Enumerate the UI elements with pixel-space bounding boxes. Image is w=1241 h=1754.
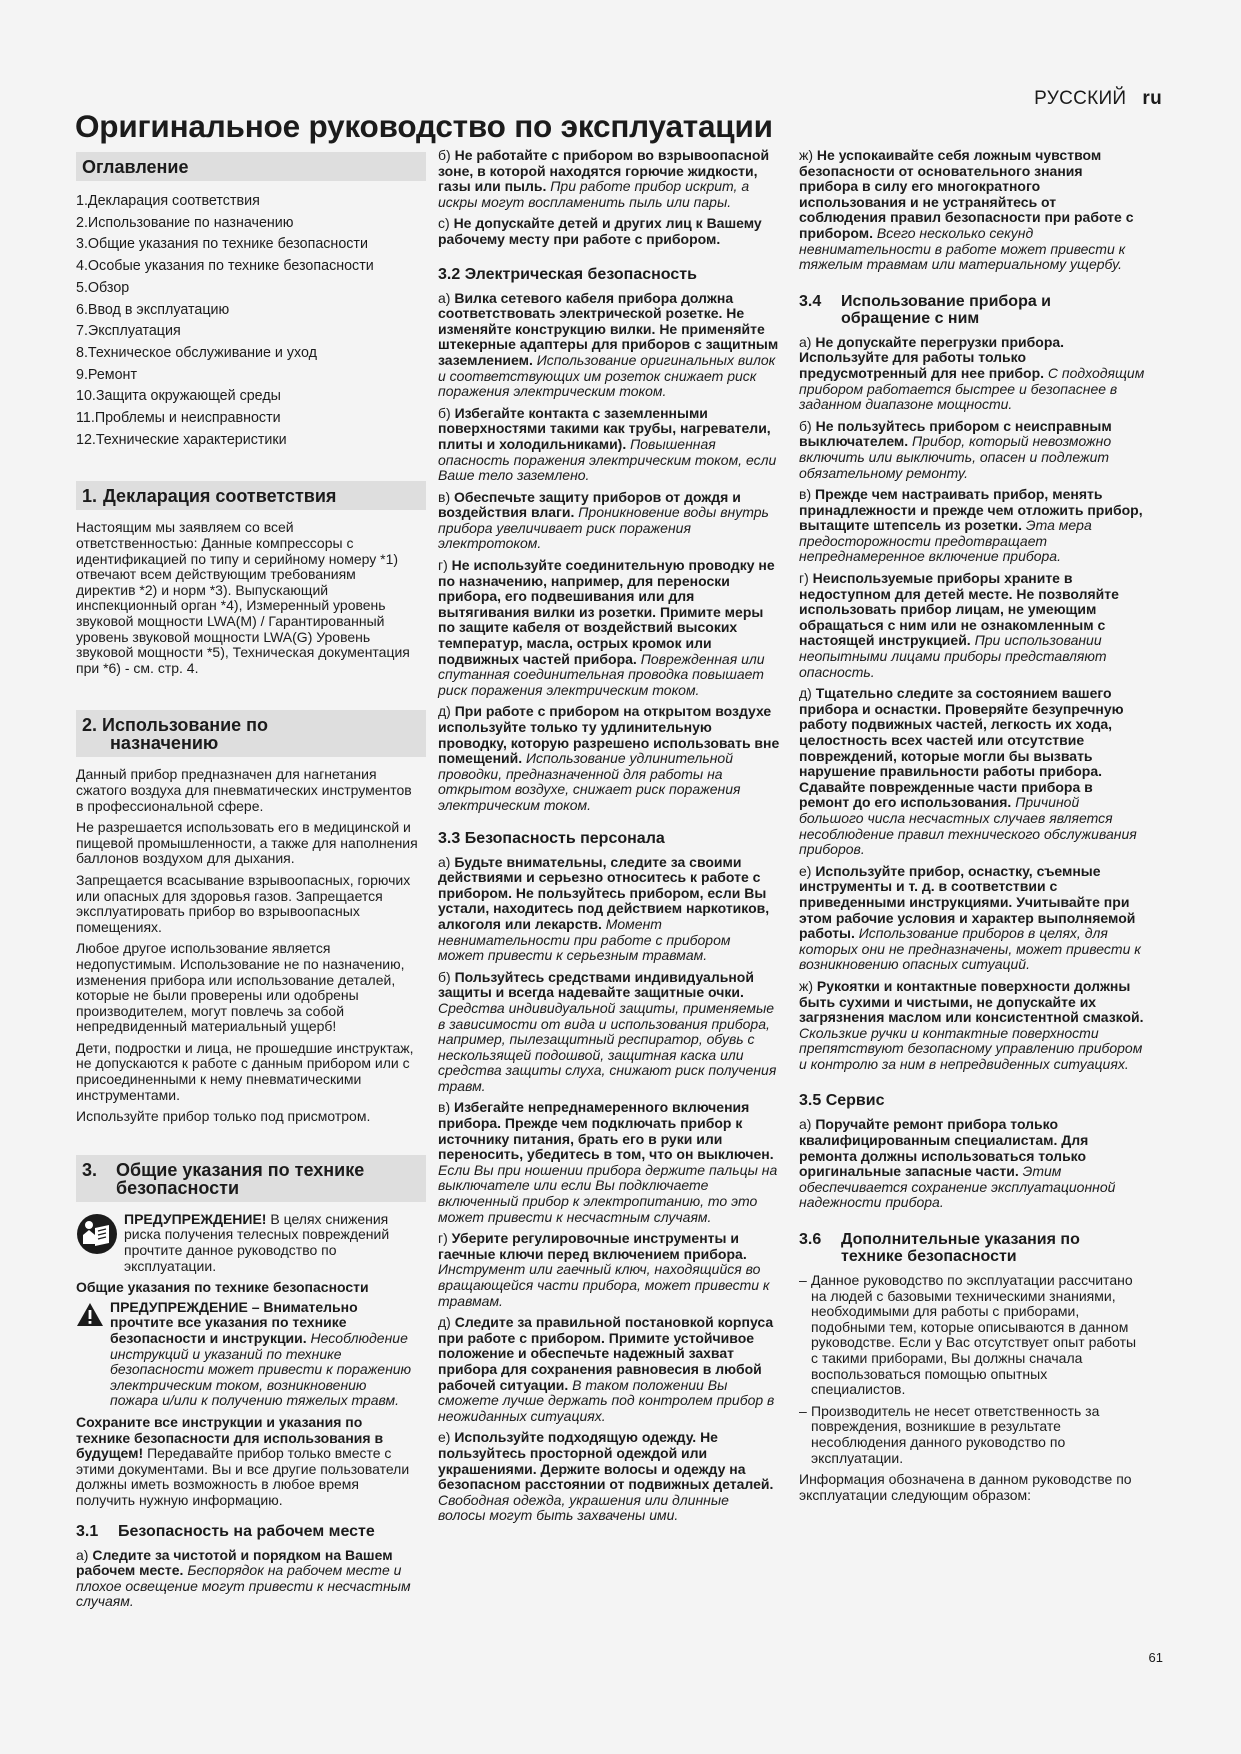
info-text: Информация обозначена в данном руководстве по эксплуатации следующим образом: [799,1471,1132,1503]
toc-item[interactable]: 2.Использование по назначению [76,214,294,231]
item-3-3-c: в) Избегайте непреднамеренного включения прибора. Прежде чем подключать прибор к источнику питания, брать его в руки или переносить, убедитесь в том, что он выключен. Если Вы при ношении прибора держите пальцы на выключателе или если Вы подключаете включенный прибор к электропитанию, то это может привести к несчастным случаям. [438,1099,778,1225]
item-3-2-d: г) Не используйте соединительную проводку не по назначению, например, для переноски прибора, его подвешивания или для вытягивания вилки из розетки. Примите меры по защите кабеля от воздействий высоких температур, масла, острых кромок или подвижных частей прибора. Поврежденная или спутанная соединительная проводка повышает риск поражения электрическим током. [438,557,775,698]
item-3-1-a: а) Следите за чистотой и порядком на Вашем рабочем месте. Беспорядок на рабочем месте и плохое освещение могут привести к несчастным случаям. [76,1546,411,1610]
item-3-4-c: в) Прежде чем настраивать прибор, менять принадлежности и прежде чем отложить прибор, вытащите штепсель из розетки. Эта мера предосторожности предотвращает непреднамеренное включение прибора. [799,486,1143,565]
general-safety-subheading: Общие указания по технике безопасности [76,1279,369,1296]
item-3-2-c: в) Обеспечьте защиту приборов от дождя и воздействия влаги. Проникновение воды внутрь прибора увеличивает риск поражения электротоком. [438,488,769,552]
section-3-3-heading: 3.3 Безопасность персонала [438,829,665,847]
item-3-3-g: ж) Не успокаивайте себя ложным чувством безопасности от основательного знания прибора в силу его многократного использования и не устраняйтесь от соблюдения правил безопасности при работе с прибором. Всего несколько секунд невнимательности в работе может привести к тяжелым травмам или материальному ущербу. [799,147,1134,273]
page-title: Оригинальное руководство по эксплуатации [75,108,773,144]
page-number: 61 [1148,1650,1163,1665]
item-3-4-f: е) Используйте прибор, оснастку, съемные инструменты и т. д. в соответствии с приведенными инструкциями. Учитывайте при этом рабочие условия и характер выполняемой работы. Использование приборов в целях, для которых они не предназначены, может привести к возникновению опасных ситуаций. [799,862,1141,973]
toc-item[interactable]: 9.Ремонт [76,366,138,383]
item-3-2-e: д) При работе с прибором на открытом воздухе используйте только ту удлинительную проводку, которую разрешено использовать вне помещений. Использование удлинительной проводки, предназначенной для работы на открытом воздухе, снижает риск поражения электрическим током. [438,703,780,813]
section-3-6-heading: 3.6 Дополнительные указания по технике безопасности [799,1231,1080,1266]
section-1-text: Настоящим мы заявляем со всей ответственностью: Данные компрессоры с идентификацией по типу и серийному номеру *1) отвечают всем действующим требованиям директив *2) и норм *3). Выпускающий инспекционный орган *4), Измеренный уровень звуковой мощности LWA(M) / Гарантированный уровень звуковой мощности LWA(G) Уровень звуковой мощности *5), Техническая документация при *6) - см. стр. 4. [76,519,410,676]
section-2-p1: Данный прибор предназначен для нагнетания сжатого воздуха для пневматических инструментов в профессиональной сфере. [76,766,412,814]
toc-item[interactable]: 1.Декларация соответствия [76,193,260,209]
item-3-1-c: с) Не допускайте детей и других лиц к Вашему рабочему месту при работе с прибором. [438,215,762,247]
toc-item[interactable]: 6.Ввод в эксплуатацию [76,301,230,318]
language-label: РУССКИЙ ru [1034,88,1162,109]
item-3-4-b: б) Не пользуйтесь прибором с неисправным выключателем. Прибор, который невозможно включить или выключить, опасен и подлежит обязательному ремонту. [799,417,1112,481]
warning-triangle-icon [76,1302,104,1331]
read-manual-icon [76,1213,118,1259]
item-3-2-b: б) Избегайте контакта с заземленными поверхностями такими как трубы, нагреватели, плиты и холодильниками). Повышенная опасность поражения электрическим током, если Ваше тело заземлено. [438,404,777,484]
toc-heading: Оглавление [76,152,426,181]
language-code: ru [1142,88,1162,109]
section-3-2-heading: 3.2 Электрическая безопасность [438,265,697,283]
column-2 [438,148,780,1530]
toc-item[interactable]: 10.Защита окружающей среды [76,388,281,405]
toc-list [76,191,418,451]
section-2-p2: Не разрешается использовать его в медицинской и пищевой промышленности, а также для наполнения баллонов воздухом для дыхания. [76,819,418,867]
toc-item[interactable]: 4.Особые указания по технике безопасности [76,258,374,275]
section-2-p4: Любое другое использование является недопустимым. Использование не по назначению, изменения прибора или использование деталей, которые не были проверены или одобрены производителем, могут повлечь за собой непредвиденный материальный ущерб! [76,940,405,1035]
toc-item[interactable]: 11.Проблемы и неисправности [76,410,281,427]
item-3-3-e: д) Следите за правильной постановкой корпуса при работе с прибором. Примите устойчивое положение и обеспечьте надежный захват прибора для сохранения равновесия в любой рабочей ситуации. В таком положении Вы сможете лучше держать под контролем прибор в неожиданных ситуациях. [438,1314,775,1424]
general-safety-warning: ПРЕДУПРЕЖДЕНИЕ – Внимательно прочтите все указания по технике безопасности и инструкции. Несоблюдение инструкций и указаний по технике безопасности может привести к поражению электрическим током, возникновению пожара и/или к получению тяжелых травм. [76,1300,418,1409]
toc-item[interactable]: 5.Обзор [76,279,130,296]
toc-item[interactable]: 8.Техническое обслуживание и уход [76,344,317,361]
item-3-4-d: г) Неиспользуемые приборы храните в недоступном для детей месте. Не позволяйте использовать прибор лицам, не умеющим обращаться с ним или не ознакомленным с настоящей инструкцией. При использовании неопытными лицами приборы представляют опасность. [799,570,1119,680]
item-3-3-b: б) Пользуйтесь средствами индивидуальной защиты и всегда надевайте защитные очки. Средства индивидуальной защиты, применяемые в зависимости от вида и использования прибора, например, пылезащитный респиратор, обувь с нескользящей подошвой, защитная каска или средства защиты слуха, снижают риск получения травм. [438,968,777,1094]
item-3-3-d: г) Уберите регулировочные инструменты и гаечные ключи перед включением прибора. Инструмент или гаечный ключ, находящийся во вращающейся части прибора, может привести к травмам. [438,1230,770,1309]
item-3-4-g: ж) Рукоятки и контактные поверхности должны быть сухими и чистыми, не допускайте их загрязнения маслом или консистентной смазкой. Скользкие ручки и контактные поверхности препятствуют безопасному управлению прибором и контролю за ним в непредвиденных ситуациях. [799,977,1144,1072]
read-manual-warning: ПРЕДУПРЕЖДЕНИЕ! В целях снижения риска получения телесных повреждений прочтите данное руководство по эксплуатации. [76,1212,418,1274]
section-3-4-heading: 3.4 Использование прибора и обращение с ним [799,292,1052,327]
section-3-5-heading: 3.5 Сервис [799,1092,885,1110]
section-2-p6: Используйте прибор только под присмотром. [76,1108,371,1125]
section-3-1-heading: 3.1 Безопасность на рабочем месте [76,1522,375,1540]
toc-item[interactable]: 3.Общие указания по технике безопасности [76,236,368,253]
section-2-p3: Запрещается всасывание взрывоопасных, горючих или опасных для здоровья газов. Запрещается эксплуатировать прибор во взрывоопасных помещениях. [76,871,411,935]
item-3-2-a: а) Вилка сетевого кабеля прибора должна соответствовать электрической розетке. Не изменяйте конструкцию вилки. Не применяйте штекерные адаптеры для приборов с защитным заземлением. Использование оригинальных вилок и соответствующих им розеток снижает риск поражения электрическим током. [438,289,779,400]
item-3-4-a: а) Не допускайте перегрузки прибора. Используйте для работы только предусмотренный для нее прибор. С подходящим прибором работается быстрее и безопаснее в заданном диапазоне мощности. [799,333,1145,413]
keep-instructions-text: Сохраните все инструкции и указания по технике безопасности для использования в будущем! Передавайте прибор только вместе с этими документами. Вы и все другие пользователи должны иметь возможность в любое время получить нужную информацию. [76,1413,410,1508]
column-1 [76,152,418,1616]
item-3-5-a: а) Поручайте ремонт прибора только квалифицированным специалистам. Для ремонта должны использоваться только оригинальные запасные части. Этим обеспечивается сохранение эксплуатационной надежности прибора. [799,1116,1116,1211]
section-3-heading: 3. Общие указания по технике безопасности [76,1155,426,1202]
bullet-item: – Производитель не несет ответственность за повреждения, возникшие в результате несоблюдения данного руководство по эксплуатации. [799,1404,1145,1466]
section-2-heading: 2. Использование по назначению [76,710,426,757]
item-3-4-e: д) Тщательно следите за состоянием вашего прибора и оснастки. Проверяйте безупречную работу подвижных частей, легкость их хода, целостность всех частей или отсутствие повреждений, которые могли бы вызвать нарушение правильности работы прибора. Сдавайте поврежденные части прибора в ремонт до его использования. Причиной большого числа несчастных случаев является несоблюдение правил технического обслуживания приборов. [799,685,1137,858]
column-3 [799,148,1145,1509]
item-3-3-f: е) Используйте подходящую одежду. Не пользуйтесь просторной одеждой или украшениями. Держите волосы и одежду на безопасном расстоянии от подвижных деталей. Свободная одежда, украшения или длинные волосы могут быть захвачены ими. [438,1429,774,1524]
section-1-heading: 1. Декларация соответствия [76,481,426,510]
toc-item[interactable]: 12.Технические характеристики [76,431,287,448]
item-3-1-b: б) Не работайте с прибором во взрывоопасной зоне, в которой находятся горючие жидкости, газы или пыль. При работе прибор искрит, а искры могут воспламенить пыль или пары. [438,147,770,210]
section-2-p5: Дети, подростки и лица, не прошедшие инструктаж, не допускаются к работе с данным прибором или с присоединенными к нему пневматическими инструментами. [76,1039,414,1103]
toc-item[interactable]: 7.Эксплуатация [76,323,181,340]
item-3-3-a: а) Будьте внимательны, следите за своими действиями и серьезно относитесь к работе с прибором. Не пользуйтесь прибором, если Вы устали, находитесь под действием наркотиков, алкоголя или лекарств. Момент невнимательности при работе с прибором может привести к серьезным травмам. [438,853,770,964]
bullet-item: – Данное руководство по эксплуатации рассчитано на людей с базовыми техническими знаниями, необходимыми для работы с приборами, подобными тем, которые описываются в данном руководстве. Если у Вас отсутствует опыт работы с такими приборами, Вы должны сначала воспользоваться помощью опытных специалистов. [799,1273,1145,1398]
